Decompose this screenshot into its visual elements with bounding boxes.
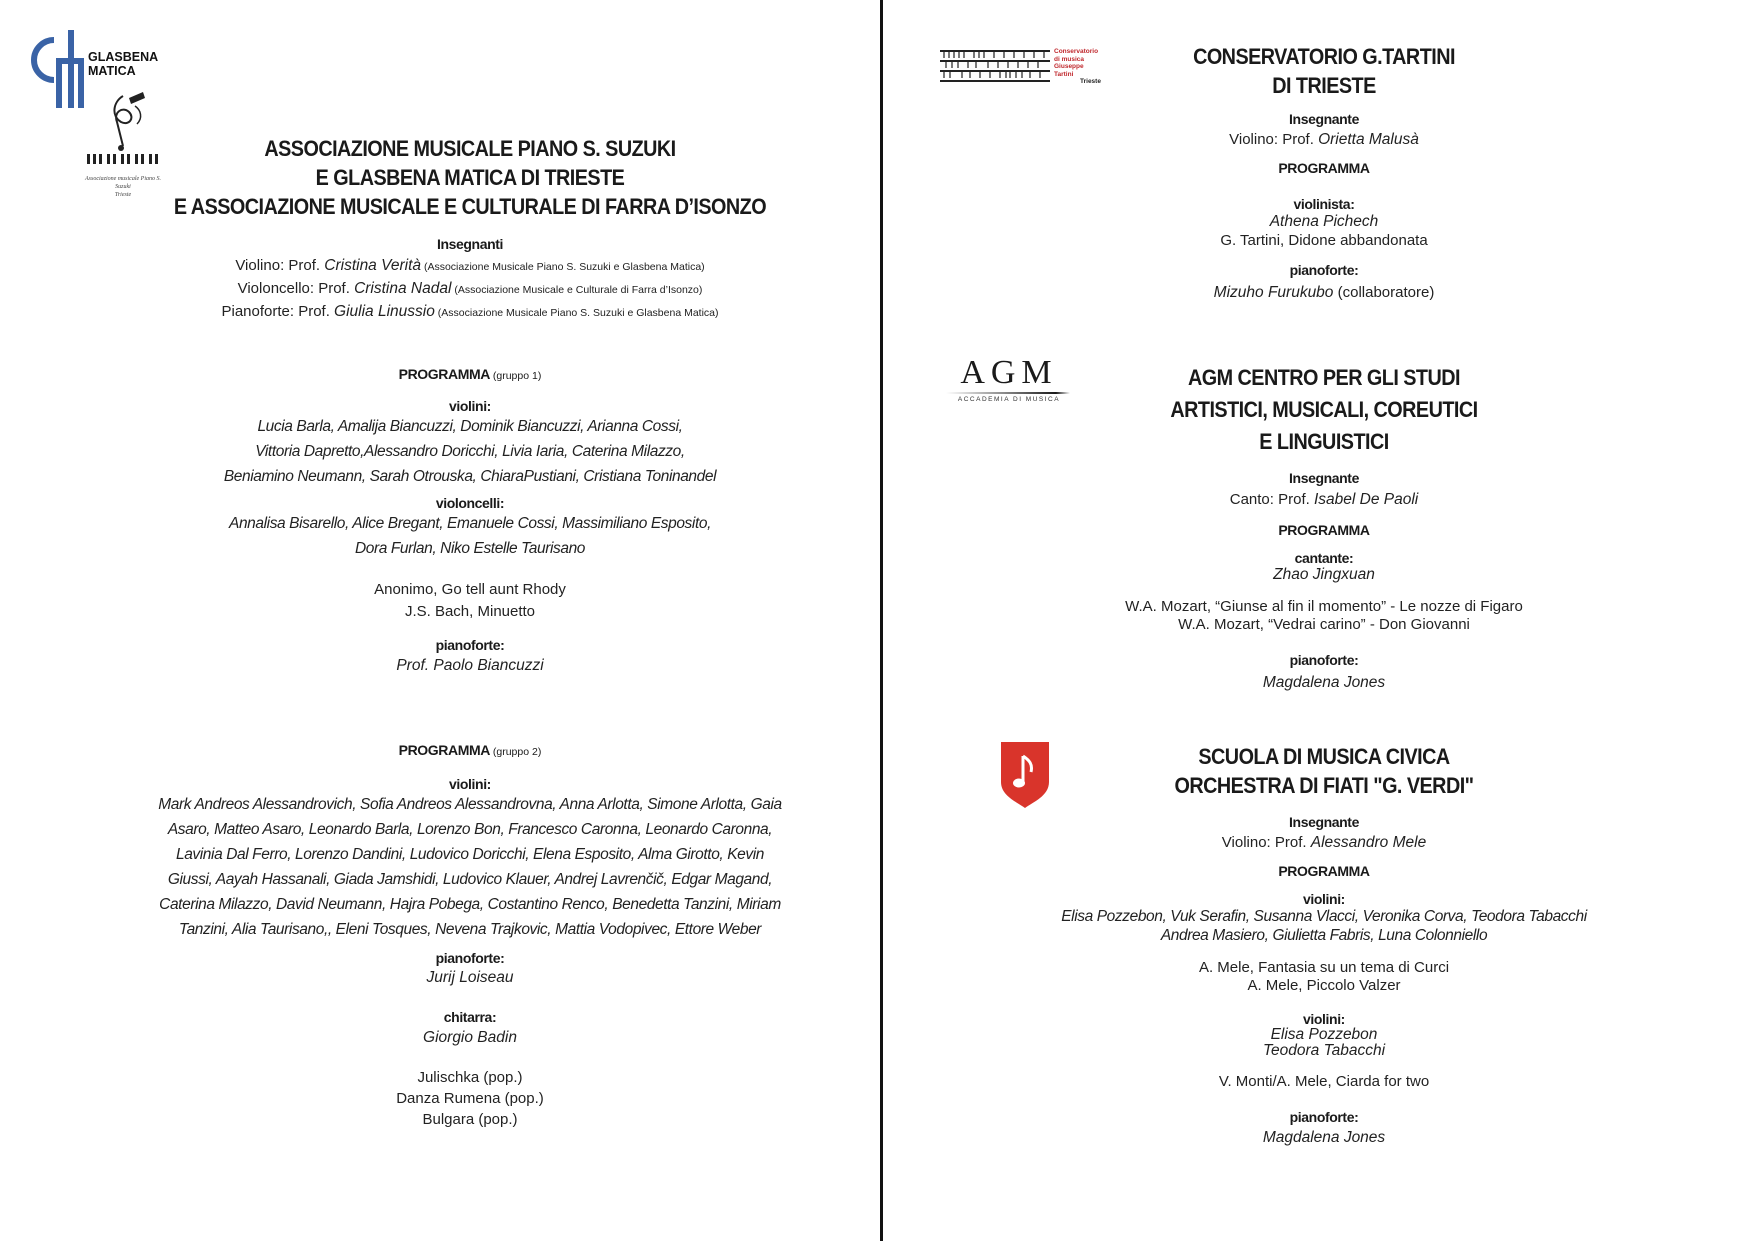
teacher-role: Canto: Prof. bbox=[1229, 491, 1314, 508]
teacher-heading: Insegnante bbox=[1289, 814, 1359, 830]
left-teachers bbox=[120, 236, 820, 324]
section-title-line: DI TRIESTE bbox=[1272, 73, 1376, 98]
performer-name: Zhao Jingxuan bbox=[1273, 566, 1375, 583]
teacher-heading: Insegnante bbox=[1289, 111, 1359, 127]
left-title-line1: ASSOCIAZIONE MUSICALE PIANO S. SUZUKI bbox=[264, 136, 676, 161]
program-group1 bbox=[120, 366, 820, 675]
name-line: Asaro, Matteo Asaro, Leonardo Barla, Lorenzo Bon, Francesco Caronna, Leonardo Caronna, bbox=[167, 821, 773, 838]
tartini-logo-line: Giuseppe bbox=[1054, 63, 1084, 70]
program-sub: (gruppo 2) bbox=[489, 746, 542, 758]
teacher-note: (Associazione Musicale e Culturale di Farra d’Isonzo) bbox=[451, 284, 703, 296]
teacher-row bbox=[120, 301, 820, 324]
teacher-role: Violino: Prof. bbox=[1229, 131, 1319, 148]
name-line: Teodora Tabacchi bbox=[1262, 1042, 1386, 1059]
chitarra-label: chitarra: bbox=[443, 1009, 497, 1025]
piece: W.A. Mozart, “Giunse al fin il momento” - Le nozze di Figaro bbox=[1125, 598, 1523, 615]
program-heading bbox=[120, 742, 820, 760]
performer-name: Athena Pichech bbox=[1269, 213, 1379, 230]
piano-name: Prof. Paolo Biancuzzi bbox=[396, 657, 544, 674]
program-title: PROGRAMMA bbox=[398, 742, 490, 758]
piece: W.A. Mozart, “Vedrai carino” - Don Giovanni bbox=[1178, 616, 1470, 633]
teacher-row bbox=[1034, 832, 1614, 854]
teachers-heading: Insegnanti bbox=[436, 236, 503, 252]
teacher-name: Cristina Nadal bbox=[354, 280, 452, 297]
program-title: PROGRAMMA bbox=[1278, 863, 1370, 879]
teacher-row bbox=[1034, 129, 1614, 151]
program-title: PROGRAMMA bbox=[1278, 522, 1370, 538]
duo-list bbox=[1034, 1027, 1614, 1059]
glasbena-matica-icon bbox=[28, 28, 84, 108]
teacher-note: (Associazione Musicale Piano S. Suzuki e Glasbena Matica) bbox=[421, 261, 705, 273]
program-title: PROGRAMMA bbox=[1278, 160, 1370, 176]
duo-piece: V. Monti/A. Mele, Ciarda for two bbox=[1218, 1073, 1430, 1090]
pieces-list bbox=[120, 579, 820, 623]
teacher-note: (Associazione Musicale Piano S. Suzuki e Glasbena Matica) bbox=[434, 307, 719, 319]
piano-name: Magdalena Jones bbox=[1262, 1129, 1386, 1146]
teacher-name: Alessandro Mele bbox=[1310, 834, 1427, 851]
teacher-name: Isabel De Paoli bbox=[1313, 491, 1419, 508]
left-title-line2: E GLASBENA MATICA DI TRIESTE bbox=[315, 165, 625, 190]
piece: Julischka (pop.) bbox=[417, 1069, 523, 1086]
logo-text-line1: GLASBENA bbox=[88, 50, 159, 64]
pieces-list bbox=[120, 1067, 820, 1130]
program-title: PROGRAMMA bbox=[398, 366, 490, 382]
left-title bbox=[120, 134, 820, 221]
violini-label: violini: bbox=[449, 776, 491, 792]
teacher-name: Giulia Linussio bbox=[334, 303, 435, 320]
violini-list bbox=[120, 792, 820, 942]
suzuki-caption-city: Trieste bbox=[114, 192, 132, 198]
violini-list bbox=[1034, 907, 1614, 945]
violini-label: violini: bbox=[1303, 891, 1345, 907]
suzuki-caption: Associazione musicale Piano S. Suzuki bbox=[85, 176, 161, 190]
teacher-role: Violino: Prof. bbox=[235, 257, 325, 274]
name-line: Annalisa Bisarello, Alice Bregant, Emanuele Cossi, Massimiliano Esposito, bbox=[229, 515, 711, 532]
violoncelli-list bbox=[120, 511, 820, 561]
name-line: Lavinia Dal Ferro, Lorenzo Dandini, Ludovico Doricchi, Elena Esposito, Alma Girotto, Kevin bbox=[175, 846, 765, 863]
name-line: Vittoria Dapretto,Alessandro Doricchi, Livia Iaria, Caterina Milazzo, bbox=[255, 443, 685, 460]
piano-name: Magdalena Jones bbox=[1262, 674, 1386, 691]
piano-label: pianoforte: bbox=[1289, 652, 1359, 668]
right-page bbox=[884, 0, 1754, 1241]
duo-label: violini: bbox=[1303, 1011, 1345, 1027]
name-line: Mark Andreos Alessandrovich, Sofia Andreos Alessandrovna, Anna Arlotta, Simone Arlotta, Gaia bbox=[158, 796, 782, 813]
piano-note: (collaboratore) bbox=[1333, 284, 1435, 301]
section-title-line: AGM CENTRO PER GLI STUDI bbox=[1188, 365, 1460, 390]
teacher-name: Orietta Malusà bbox=[1318, 131, 1419, 148]
name-line: Dora Furlan, Niko Estelle Taurisano bbox=[354, 540, 586, 557]
piece: Bulgara (pop.) bbox=[422, 1111, 518, 1128]
program-heading bbox=[120, 366, 820, 384]
teacher-row bbox=[120, 255, 820, 278]
piano-label: pianoforte: bbox=[1289, 1109, 1359, 1125]
section-title-line: E LINGUISTICI bbox=[1259, 429, 1389, 454]
teacher-name: Cristina Verità bbox=[324, 257, 422, 274]
piano-row bbox=[1034, 282, 1614, 304]
tartini-logo-line: Conservatorio bbox=[1054, 48, 1099, 55]
piano-label: pianoforte: bbox=[1289, 262, 1359, 278]
piece: A. Mele, Fantasia su un tema di Curci bbox=[1198, 959, 1450, 976]
violoncelli-label: violoncelli: bbox=[435, 495, 505, 511]
chitarra-name: Giorgio Badin bbox=[423, 1029, 517, 1046]
tartini-logo-line: Tartini bbox=[1054, 70, 1074, 78]
piano-name: Jurij Loiseau bbox=[426, 969, 514, 986]
teacher-heading: Insegnante bbox=[1289, 470, 1359, 486]
piece: Anonimo, Go tell aunt Rhody bbox=[374, 581, 566, 598]
piece: J.S. Bach, Minuetto bbox=[404, 603, 536, 620]
name-line: Elisa Pozzebon bbox=[1270, 1026, 1378, 1043]
name-line: Caterina Milazzo, David Neumann, Hajra Pobega, Costantino Renco, Benedetta Tanzini, Miriam bbox=[159, 896, 781, 913]
section-title-line: CONSERVATORIO G.TARTINI bbox=[1193, 44, 1455, 69]
piece: G. Tartini, Didone abbandonata bbox=[1220, 232, 1428, 249]
name-line: Lucia Barla, Amalija Biancuzzi, Dominik Biancuzzi, Arianna Cossi, bbox=[257, 418, 683, 435]
page-divider bbox=[880, 0, 883, 1241]
section-title-line: ORCHESTRA DI FIATI "G. VERDI" bbox=[1174, 773, 1474, 798]
section-civica bbox=[1034, 742, 1614, 1147]
section-title-line: SCUOLA DI MUSICA CIVICA bbox=[1198, 744, 1450, 769]
piece: A. Mele, Piccolo Valzer bbox=[1247, 977, 1401, 994]
program-sub: (gruppo 1) bbox=[489, 370, 542, 382]
tartini-logo-city: Trieste bbox=[1080, 78, 1101, 85]
section-title-line: ARTISTICI, MUSICALI, COREUTICI bbox=[1170, 397, 1478, 422]
pieces-list bbox=[1034, 598, 1614, 634]
violini-label: violini: bbox=[449, 398, 491, 414]
name-line: Tanzini, Alia Taurisano,, Eleni Tosques, Nevena Trajkovic, Mattia Vodopivec, Ettore Weber bbox=[178, 921, 762, 938]
name-line: Andrea Masiero, Giulietta Fabris, Luna Colonniello bbox=[1160, 927, 1488, 944]
teacher-role: Violoncello: Prof. bbox=[237, 280, 355, 297]
agm-logo-sub: ACCADEMIA DI MUSICA bbox=[957, 396, 1061, 403]
section-tartini bbox=[1034, 42, 1614, 304]
name-line: Giussi, Aayah Hassanali, Giada Jamshidi, Ludovico Klauer, Andrej Lavrenčič, Edgar Magand, bbox=[167, 871, 773, 888]
pieces-list bbox=[1034, 959, 1614, 995]
teacher-role: Violino: Prof. bbox=[1221, 834, 1311, 851]
violini-list bbox=[120, 414, 820, 489]
program-group2 bbox=[120, 742, 820, 1130]
left-title-line3: E ASSOCIAZIONE MUSICALE E CULTURALE DI FARRA D’ISONZO bbox=[173, 194, 767, 219]
agm-logo-text: AGM bbox=[960, 354, 1058, 391]
piano-name: Mizuho Furukubo bbox=[1213, 284, 1334, 301]
teacher-row bbox=[120, 278, 820, 301]
name-line: Beniamino Neumann, Sarah Otrouska, ChiaraPustiani, Cristiana Toninandel bbox=[223, 468, 717, 485]
performer-label: violinista: bbox=[1293, 196, 1355, 212]
section-agm bbox=[1034, 362, 1614, 692]
teacher-row bbox=[1034, 489, 1614, 511]
logo-text-line2: MATICA bbox=[88, 64, 136, 78]
piece: Danza Rumena (pop.) bbox=[396, 1090, 544, 1107]
tartini-logo-line: di musica bbox=[1054, 55, 1084, 63]
performer-label: cantante: bbox=[1294, 550, 1354, 566]
piano-label: pianoforte: bbox=[435, 637, 505, 653]
teacher-role: Pianoforte: Prof. bbox=[221, 303, 335, 320]
piano-label: pianoforte: bbox=[435, 950, 505, 966]
name-line: Elisa Pozzebon, Vuk Serafin, Susanna Vlacci, Veronika Corva, Teodora Tabacchi bbox=[1061, 908, 1587, 925]
